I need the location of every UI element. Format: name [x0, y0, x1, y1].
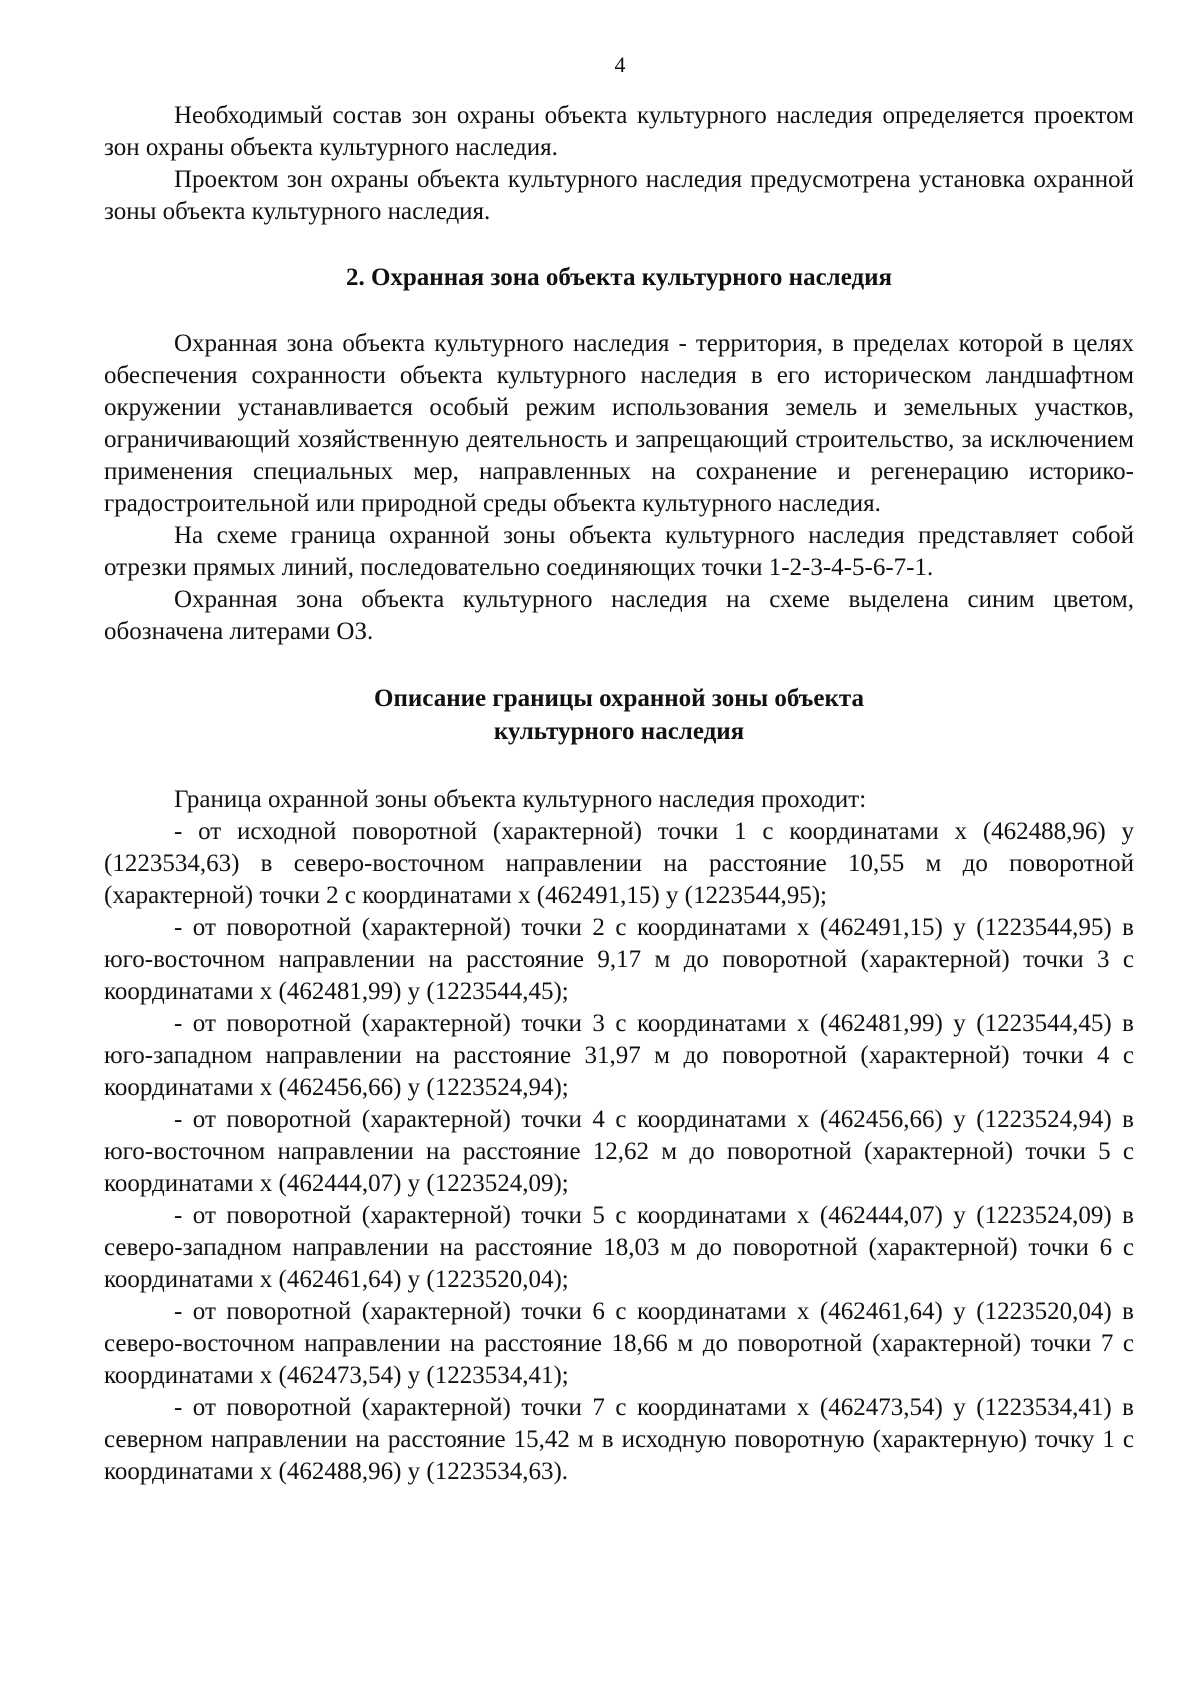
- boundary-segment-6: - от поворотной (характерной) точки 6 с координатами х (462461,64) у (1223520,04) в северо-восточном направлении на расстояние 18,66 м до поворотной (характерной) точки 7 с координатами х (462473,54) у (1223534,41);: [104, 1298, 1134, 1389]
- boundary-segment-7: - от поворотной (характерной) точки 7 с координатами х (462473,54) у (1223534,41) в северном направлении на расстояние 15,42 м в исходную поворотную (характерную) точку 1 с координатами х (462488,96) у (1223534,63).: [104, 1394, 1134, 1485]
- section-2-heading: 2. Охранная зона объекта культурного наследия: [345, 264, 893, 291]
- page-content: [104, 100, 1134, 1488]
- boundary-segment-3: - от поворотной (характерной) точки 3 с координатами х (462481,99) у (1223544,45) в юго-западном направлении на расстояние 31,97 м до поворотной (характерной) точки 4 с координатами х (462456,66) у (1223524,94);: [104, 1010, 1134, 1101]
- boundary-segment-4: - от поворотной (характерной) точки 4 с координатами х (462456,66) у (1223524,94) в юго-восточном направлении на расстояние 12,62 м до поворотной (характерной) точки 5 с координатами х (462444,07) у (1223524,09);: [104, 1106, 1134, 1197]
- page-number: 4: [614, 52, 626, 77]
- boundary-lead: Граница охранной зоны объекта культурного наследия проходит:: [174, 786, 867, 813]
- section-2-paragraph-1: Охранная зона объекта культурного наследия - территория, в пределах которой в целях обеспечения сохранности объекта культурного наследия в его историческом ландшафтном окружении устанавливается особый режим использования земель и земельных участков, ограничивающий хозяйственную деятельность и запрещающий строительство, за исключением применения специальных мер, направленных на сохранение и регенерацию историко-градостроительной или природной среды объекта культурного наследия.: [104, 330, 1134, 517]
- boundary-segment-5: - от поворотной (характерной) точки 5 с координатами х (462444,07) у (1223524,09) в северо-западном направлении на расстояние 18,03 м до поворотной (характерной) точки 6 с координатами х (462461,64) у (1223520,04);: [104, 1202, 1134, 1293]
- section-2-paragraph-3: Охранная зона объекта культурного наследия на схеме выделена синим цветом, обозначена литерами ОЗ.: [104, 586, 1134, 645]
- boundary-segment-1: - от исходной поворотной (характерной) точки 1 с координатами х (462488,96) у (1223534,63) в северо-восточном направлении на расстояние 10,55 м до поворотной (характерной) точки 2 с координатами х (462491,15) у (1223544,95);: [104, 818, 1134, 909]
- description-heading-line-1: Описание границы охранной зоны объекта: [374, 685, 864, 712]
- description-heading-line-2: культурного наследия: [493, 718, 745, 745]
- section-2-paragraph-2: На схеме граница охранной зоны объекта культурного наследия представляет собой отрезки прямых линий, последовательно соединяющих точки 1-2-3-4-5-6-7-1.: [104, 522, 1134, 581]
- intro-paragraph-1: Необходимый состав зон охраны объекта культурного наследия определяется проектом зон охраны объекта культурного наследия.: [104, 102, 1134, 161]
- intro-paragraph-2: Проектом зон охраны объекта культурного наследия предусмотрена установка охранной зоны объекта культурного наследия.: [104, 166, 1134, 225]
- boundary-segment-2: - от поворотной (характерной) точки 2 с координатами х (462491,15) у (1223544,95) в юго-восточном направлении на расстояние 9,17 м до поворотной (характерной) точки 3 с координатами х (462481,99) у (1223544,45);: [104, 914, 1134, 1005]
- description-heading: [104, 682, 1134, 748]
